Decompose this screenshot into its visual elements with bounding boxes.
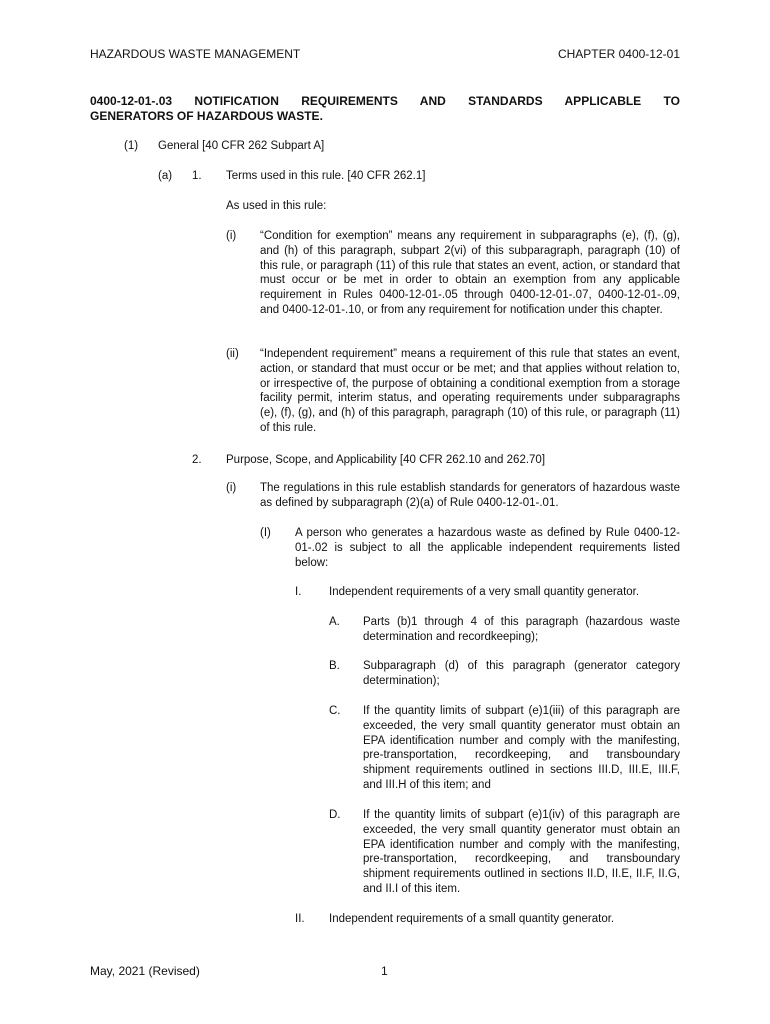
- as-used-intro: As used in this rule:: [226, 200, 327, 212]
- running-header-right: CHAPTER 0400-12-01: [557, 47, 680, 61]
- part-2-i-text: The regulations in this rule establish standards for generators of hazardous waste as defined by subparagraph (2)(a) of Rule 0400-12-01-.01.: [260, 482, 680, 509]
- definition-i-label: (i): [226, 230, 237, 242]
- item-I-label: (I): [260, 527, 271, 539]
- section-I-text: Independent requirements of a very small quantity generator.: [329, 586, 640, 598]
- part-2-label: 2.: [192, 454, 202, 466]
- definition-condition-for-exemption: “Condition for exemption” means any requirement in subparagraphs (e), (f), (g), and (h) of this paragraph, subpart 2(vi) of this subparagraph, paragraph (10) of this rule, or paragraph (11) of this rule that states an event, action, or standard that must occur or be met in order to obtain an exemption from any applicable requirement in Rules 0400-12-01-.05 through 0400-12-01-.07, 0400-12-01-.09, and 0400-12-01-.10, or from any requirement for notification under this chapter.: [260, 230, 680, 316]
- item-B-text: Subparagraph (d) of this paragraph (generator category determination);: [363, 660, 680, 687]
- item-D-text: If the quantity limits of subpart (e)1(iv) of this paragraph are exceeded, the very small quantity generator must obtain an EPA identification number and comply with the manifesting, pre-transportation, recordkeeping, and transboundary shipment requirements outlined in sections II.D, II.E, II.F, II.G, and II.I of this item.: [363, 809, 680, 895]
- item-A-text: Parts (b)1 through 4 of this paragraph (hazardous waste determination and recordkeeping);: [363, 616, 680, 643]
- definition-independent-requirement: “Independent requirement” means a requirement of this rule that states an event, action, or standard that must occur or be met; and that applies without relation to, or irrespective of, the purpose of obtaining a conditional exemption from a storage facility permit, interim status, and operating requirements under subparagraphs (e), (f), (g), and (h) of this paragraph, paragraph (10) of this rule, or paragraph (11) of this rule.: [260, 348, 680, 434]
- part-2-heading: Purpose, Scope, and Applicability [40 CFR 262.10 and 262.70]: [226, 454, 546, 466]
- section-II-text: Independent requirements of a small quantity generator.: [329, 913, 615, 925]
- definition-ii-label: (ii): [226, 348, 239, 360]
- section-I-label: I.: [295, 586, 302, 598]
- page-number: 1: [381, 964, 388, 978]
- footer-date: May, 2021 (Revised): [90, 964, 200, 978]
- paragraph-1-label: (1): [124, 140, 139, 152]
- part-1-heading: Terms used in this rule. [40 CFR 262.1]: [226, 170, 426, 182]
- rule-title-line1: 0400-12-01-.03 NOTIFICATION REQUIREMENTS AND STANDARDS APPLICABLE TO: [90, 94, 680, 108]
- rule-title-line2: GENERATORS OF HAZARDOUS WASTE.: [90, 109, 323, 123]
- item-I-text: A person who generates a hazardous waste as defined by Rule 0400-12-01-.02 is subject to all the applicable independent requirements listed below:: [295, 527, 680, 569]
- running-header-left: HAZARDOUS WASTE MANAGEMENT: [90, 47, 301, 61]
- part-1-label: 1.: [192, 170, 202, 182]
- part-2-i-label: (i): [226, 482, 237, 494]
- rule-title: [90, 94, 680, 124]
- item-C-label: C.: [329, 705, 341, 717]
- item-C-text: If the quantity limits of subpart (e)1(iii) of this paragraph are exceeded, the very small quantity generator must obtain an EPA identification number and comply with the manifesting, pre-transportation, recordkeeping, and transboundary shipment requirements outlined in sections III.D, III.E, III.F, and III.H of this item; and: [363, 705, 680, 791]
- item-A-label: A.: [329, 616, 340, 628]
- item-B-label: B.: [329, 660, 340, 672]
- section-II-label: II.: [295, 913, 305, 925]
- subparagraph-a-label: (a): [158, 170, 173, 182]
- item-D-label: D.: [329, 809, 341, 821]
- paragraph-1-heading: General [40 CFR 262 Subpart A]: [158, 140, 325, 152]
